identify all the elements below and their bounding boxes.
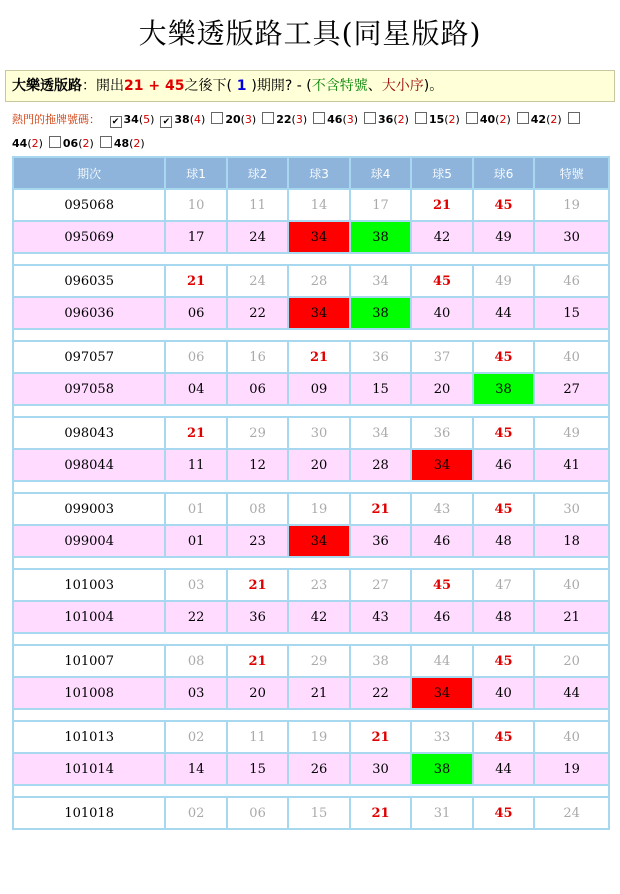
ball-cell: 34 [351, 418, 410, 448]
hot-number-40[interactable]: 40(2) [460, 113, 511, 126]
hot-number-count: 2 [82, 137, 90, 150]
ball-cell: 49 [474, 222, 533, 252]
info-number-2: 45 [164, 78, 185, 94]
ball-cell: 34 [289, 222, 348, 252]
draw-id: 101013 [14, 722, 164, 752]
ball-cell: 30 [535, 222, 608, 252]
draw-id: 101007 [14, 646, 164, 676]
ball-cell: 34 [289, 526, 348, 556]
ball-cell: 45 [474, 722, 533, 752]
info-sep: ： [82, 78, 96, 94]
column-header: 球1 [166, 158, 225, 188]
group-spacer [14, 786, 608, 796]
ball-cell: 08 [166, 646, 225, 676]
draw-id: 101018 [14, 798, 164, 828]
checkbox-icon[interactable] [517, 112, 529, 124]
ball-cell: 11 [166, 450, 225, 480]
info-number-1: 21 [124, 78, 144, 94]
info-mid: 之後下( [184, 78, 232, 94]
group-spacer [14, 482, 608, 492]
ball-cell: 23 [289, 570, 348, 600]
ball-cell: 36 [228, 602, 287, 632]
ball-cell: 24 [535, 798, 608, 828]
hot-number-count: 2 [499, 113, 507, 126]
ball-cell: 22 [351, 678, 410, 708]
ball-cell: 12 [228, 450, 287, 480]
ball-cell: 43 [351, 602, 410, 632]
ball-cell: 40 [412, 298, 471, 328]
table-row [14, 298, 608, 328]
ball-cell: 48 [474, 526, 533, 556]
checkbox-icon[interactable] [568, 112, 580, 124]
ball-cell: 33 [412, 722, 471, 752]
ball-cell: 40 [535, 570, 608, 600]
hot-number-48[interactable]: 48(2) [94, 137, 145, 150]
table-row [14, 418, 608, 448]
ball-cell: 45 [412, 266, 471, 296]
ball-cell: 23 [228, 526, 287, 556]
table-row [14, 754, 608, 784]
ball-cell: 06 [166, 298, 225, 328]
ball-cell: 15 [351, 374, 410, 404]
group-spacer [14, 710, 608, 720]
ball-cell: 46 [412, 602, 471, 632]
ball-cell: 45 [474, 646, 533, 676]
table-row [14, 646, 608, 676]
draw-id: 097058 [14, 374, 164, 404]
ball-cell: 44 [412, 646, 471, 676]
ball-cell: 08 [228, 494, 287, 524]
hot-number-count: 2 [550, 113, 558, 126]
hot-number-value: 22 [276, 113, 292, 126]
ball-cell: 21 [166, 418, 225, 448]
info-plus: + [143, 78, 165, 94]
hot-number-36[interactable]: 36(2) [358, 113, 409, 126]
ball-cell: 45 [474, 342, 533, 372]
ball-cell: 19 [289, 722, 348, 752]
info-gap: 1 [231, 78, 252, 94]
draw-id: 101004 [14, 602, 164, 632]
table-row [14, 526, 608, 556]
ball-cell: 46 [412, 526, 471, 556]
page-title: 大樂透版路工具(同星版路) [138, 17, 482, 50]
draw-id: 101014 [14, 754, 164, 784]
hot-number-value: 15 [428, 113, 445, 126]
ball-cell: 43 [412, 494, 471, 524]
ball-cell: 24 [228, 222, 287, 252]
ball-cell: 21 [289, 342, 348, 372]
ball-cell: 20 [228, 678, 287, 708]
table-row [14, 450, 608, 480]
ball-cell: 15 [228, 754, 287, 784]
column-header: 球6 [474, 158, 533, 188]
checkbox-icon[interactable] [49, 136, 61, 148]
column-header: 球2 [228, 158, 287, 188]
ball-cell: 36 [412, 418, 471, 448]
draw-id: 097057 [14, 342, 164, 372]
ball-cell: 01 [166, 494, 225, 524]
column-header: 特號 [535, 158, 608, 188]
hot-number-value: 44 [12, 137, 28, 150]
ball-cell: 40 [535, 722, 608, 752]
ball-cell: 04 [166, 374, 225, 404]
hot-number-value: 46 [327, 113, 343, 126]
ball-cell: 02 [166, 798, 225, 828]
ball-cell: 15 [289, 798, 348, 828]
ball-cell: 44 [535, 678, 608, 708]
ball-cell: 38 [351, 222, 410, 252]
ball-cell: 49 [474, 266, 533, 296]
ball-cell: 01 [166, 526, 225, 556]
ball-cell: 06 [228, 798, 287, 828]
ball-cell: 34 [351, 266, 410, 296]
ball-cell: 21 [412, 190, 471, 220]
ball-cell: 42 [289, 602, 348, 632]
hot-number-value: 38 [174, 113, 190, 126]
column-header: 期次 [14, 158, 164, 188]
column-header: 球5 [412, 158, 471, 188]
ball-cell: 38 [474, 374, 533, 404]
table-row [14, 602, 608, 632]
hot-number-count: 5 [143, 113, 151, 126]
ball-cell: 47 [474, 570, 533, 600]
ball-cell: 41 [535, 450, 608, 480]
table-row [14, 570, 608, 600]
ball-cell: 21 [535, 602, 608, 632]
ball-cell: 45 [474, 494, 533, 524]
ball-cell: 10 [166, 190, 225, 220]
hot-number-value: 42 [530, 113, 547, 126]
table-row [14, 494, 608, 524]
hot-number-value: 34 [123, 113, 139, 126]
ball-cell: 30 [535, 494, 608, 524]
hot-number-value: 48 [113, 137, 130, 150]
ball-cell: 19 [535, 754, 608, 784]
ball-cell: 03 [166, 678, 225, 708]
table-header [14, 158, 608, 188]
hot-number-count: 4 [194, 113, 202, 126]
ball-cell: 21 [228, 646, 287, 676]
info-option-2[interactable]: 大小序 [381, 78, 424, 94]
checkbox-icon[interactable] [364, 112, 376, 124]
ball-cell: 15 [535, 298, 608, 328]
checkbox-icon[interactable]: ✔ [160, 116, 172, 128]
checkbox-icon[interactable] [313, 112, 325, 124]
table-row [14, 222, 608, 252]
ball-cell: 46 [535, 266, 608, 296]
ball-cell: 21 [351, 798, 410, 828]
info-comma: 、 [367, 78, 382, 94]
hot-number-count: 3 [244, 113, 252, 126]
draw-id: 098043 [14, 418, 164, 448]
draw-id: 095068 [14, 190, 164, 220]
checkbox-icon[interactable] [100, 136, 112, 148]
ball-cell: 21 [166, 266, 225, 296]
column-header: 球4 [351, 158, 410, 188]
ball-cell: 45 [474, 798, 533, 828]
ball-cell: 30 [289, 418, 348, 448]
hot-number-42[interactable]: 42(2) [511, 113, 562, 126]
ball-cell: 16 [228, 342, 287, 372]
ball-cell: 22 [166, 602, 225, 632]
checkbox-icon[interactable] [466, 112, 478, 124]
ball-cell: 20 [412, 374, 471, 404]
ball-cell: 17 [166, 222, 225, 252]
ball-cell: 19 [289, 494, 348, 524]
group-spacer [14, 254, 608, 264]
hot-number-44[interactable]: 44(2) [12, 113, 582, 150]
hot-number-value: 06 [62, 137, 79, 150]
group-spacer [14, 558, 608, 568]
hot-number-06[interactable]: 06(2) [43, 137, 94, 150]
draw-id: 101008 [14, 678, 164, 708]
info-end: )。 [423, 78, 444, 94]
ball-cell: 11 [228, 190, 287, 220]
ball-cell: 21 [228, 570, 287, 600]
draw-id: 098044 [14, 450, 164, 480]
hot-number-15[interactable]: 15(2) [409, 113, 460, 126]
ball-cell: 14 [166, 754, 225, 784]
ball-cell: 40 [474, 678, 533, 708]
ball-cell: 24 [228, 266, 287, 296]
draw-id: 096035 [14, 266, 164, 296]
table-row [14, 266, 608, 296]
hot-number-count: 3 [346, 113, 354, 126]
hot-number-46[interactable]: 46(3) [307, 113, 358, 126]
draw-id: 095069 [14, 222, 164, 252]
info-pre: 開出 [96, 78, 124, 94]
hot-number-count: 3 [295, 113, 303, 126]
ball-cell: 27 [351, 570, 410, 600]
ball-cell: 20 [535, 646, 608, 676]
ball-cell: 18 [535, 526, 608, 556]
ball-cell: 49 [535, 418, 608, 448]
info-option-1[interactable]: 不含特號 [311, 78, 368, 94]
ball-cell: 22 [228, 298, 287, 328]
hot-number-value: 36 [378, 113, 394, 126]
hot-number-22[interactable]: 22(3) [256, 113, 307, 126]
draw-id: 101003 [14, 570, 164, 600]
ball-cell: 38 [351, 646, 410, 676]
ball-cell: 29 [228, 418, 287, 448]
ball-cell: 06 [166, 342, 225, 372]
hot-number-count: 2 [397, 113, 405, 126]
ball-cell: 38 [351, 298, 410, 328]
ball-cell: 02 [166, 722, 225, 752]
draw-table [12, 156, 610, 830]
table-row [14, 722, 608, 752]
query-info-bar [5, 70, 615, 102]
ball-cell: 27 [535, 374, 608, 404]
ball-cell: 28 [289, 266, 348, 296]
draw-id: 099004 [14, 526, 164, 556]
ball-cell: 48 [474, 602, 533, 632]
ball-cell: 46 [474, 450, 533, 480]
table-row [14, 190, 608, 220]
ball-cell: 11 [228, 722, 287, 752]
hot-number-value: 20 [225, 113, 241, 126]
ball-cell: 38 [412, 754, 471, 784]
info-label: 大樂透版路 [12, 78, 82, 94]
ball-cell: 21 [351, 722, 410, 752]
info-post: )期開? - ( [251, 78, 312, 94]
ball-cell: 36 [351, 342, 410, 372]
ball-cell: 03 [166, 570, 225, 600]
ball-cell: 45 [412, 570, 471, 600]
group-spacer [14, 406, 608, 416]
draw-id: 099003 [14, 494, 164, 524]
hot-numbers [12, 108, 608, 156]
ball-cell: 28 [351, 450, 410, 480]
table-row [14, 798, 608, 828]
ball-cell: 34 [412, 678, 471, 708]
ball-cell: 06 [228, 374, 287, 404]
ball-cell: 44 [474, 298, 533, 328]
ball-cell: 17 [351, 190, 410, 220]
ball-cell: 36 [351, 526, 410, 556]
ball-cell: 20 [289, 450, 348, 480]
ball-cell: 26 [289, 754, 348, 784]
hot-numbers-label: 熱門的拖牌號碼： [12, 113, 100, 126]
ball-cell: 45 [474, 418, 533, 448]
hot-number-value: 40 [479, 113, 496, 126]
ball-cell: 45 [474, 190, 533, 220]
ball-cell: 40 [535, 342, 608, 372]
table-row [14, 678, 608, 708]
hot-number-count: 2 [448, 113, 456, 126]
ball-cell: 19 [535, 190, 608, 220]
checkbox-icon[interactable] [211, 112, 223, 124]
checkbox-icon[interactable] [415, 112, 427, 124]
draw-id: 096036 [14, 298, 164, 328]
ball-cell: 09 [289, 374, 348, 404]
checkbox-icon[interactable]: ✔ [110, 116, 122, 128]
hot-number-34[interactable]: ✔ 34(5) [104, 113, 155, 126]
hot-number-count: 2 [31, 137, 39, 150]
ball-cell: 42 [412, 222, 471, 252]
hot-number-38[interactable]: ✔ 38(4) [154, 113, 205, 126]
group-spacer [14, 634, 608, 644]
table-row [14, 374, 608, 404]
checkbox-icon[interactable] [262, 112, 274, 124]
ball-cell: 21 [289, 678, 348, 708]
column-header: 球3 [289, 158, 348, 188]
ball-cell: 34 [289, 298, 348, 328]
ball-cell: 29 [289, 646, 348, 676]
ball-cell: 21 [351, 494, 410, 524]
ball-cell: 30 [351, 754, 410, 784]
ball-cell: 34 [412, 450, 471, 480]
hot-number-count: 2 [133, 137, 141, 150]
group-spacer [14, 330, 608, 340]
ball-cell: 31 [412, 798, 471, 828]
ball-cell: 14 [289, 190, 348, 220]
ball-cell: 44 [474, 754, 533, 784]
hot-number-20[interactable]: 20(3) [205, 113, 256, 126]
ball-cell: 37 [412, 342, 471, 372]
table-row [14, 342, 608, 372]
